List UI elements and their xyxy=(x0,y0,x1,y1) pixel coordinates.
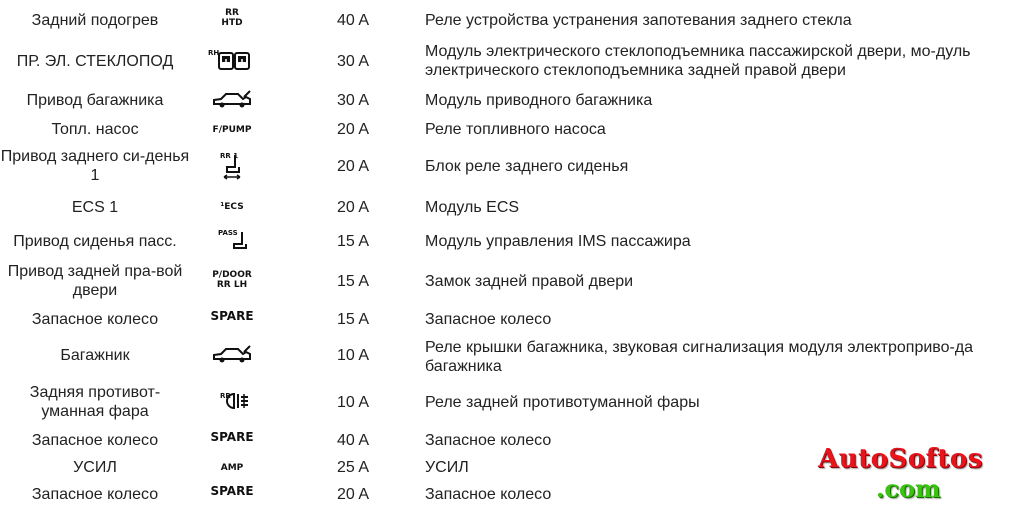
fuse-description: Блок реле заднего сиденья xyxy=(425,158,629,175)
spare-icon: SPARE xyxy=(210,309,254,323)
amp-icon: AMP xyxy=(220,463,244,473)
table-row xyxy=(0,10,1024,30)
spare-icon: SPARE xyxy=(210,484,254,498)
fuse-name: ПР. ЭЛ. СТЕКЛОПОД xyxy=(16,53,174,70)
rear-heated-glass-icon: RR HTD xyxy=(221,8,243,28)
ampere-value: 20 A xyxy=(336,199,370,216)
rh-power-window-icon: RH xyxy=(200,48,264,72)
table-row xyxy=(0,89,1024,111)
ampere-value: 20 A xyxy=(336,158,370,175)
table-row xyxy=(0,338,1024,376)
fuse-name: Запасное колесо xyxy=(31,311,159,328)
fuse-description: Модуль ECS xyxy=(425,199,520,216)
table-row xyxy=(0,262,1024,302)
table-row xyxy=(0,120,1024,140)
ampere-value: 40 A xyxy=(336,12,370,29)
fuse-description: УСИЛ xyxy=(425,459,469,476)
fuse-name: Задняя противот-уманная фара xyxy=(29,384,161,420)
ampere-value: 40 A xyxy=(336,432,370,449)
ampere-value: 10 A xyxy=(336,394,370,411)
ampere-value: 10 A xyxy=(336,347,370,364)
fuse-name: Багажник xyxy=(60,347,130,364)
watermark-domain: .com xyxy=(876,474,941,503)
fuse-description: Модуль электрического стеклоподъемника пассажирской двери, мо-дуль электрического стеклоподъемника задней правой двери xyxy=(425,43,971,79)
fuse-name: Запасное колесо xyxy=(31,486,159,503)
fuse-name: ECS 1 xyxy=(71,199,119,216)
car-trunk-icon xyxy=(200,344,264,364)
table-row xyxy=(0,383,1024,423)
ampere-value: 20 A xyxy=(336,486,370,503)
ampere-value: 20 A xyxy=(336,121,370,138)
ampere-value: 30 A xyxy=(336,92,370,109)
fuse-description: Запасное колесо xyxy=(425,311,552,328)
ampere-value: 30 A xyxy=(336,53,370,70)
table-row xyxy=(0,198,1024,218)
table-row xyxy=(0,147,1024,185)
fuse-name: Привод заднего си-денья 1 xyxy=(0,148,190,184)
fuse-name: Привод сиденья пасс. xyxy=(13,233,177,250)
fuse-name: Топл. насос xyxy=(51,121,139,138)
fuse-name: Запасное колесо xyxy=(31,432,159,449)
ampere-value: 15 A xyxy=(336,311,370,328)
table-row xyxy=(0,42,1024,80)
fuse-pump-icon: F/PUMP xyxy=(212,125,252,135)
fuse-name: УСИЛ xyxy=(73,459,117,476)
ampere-value: 15 A xyxy=(336,233,370,250)
ampere-value: 15 A xyxy=(336,273,370,290)
fuse-description: Реле крышки багажника, звуковая сигнализация модуля электроприво-да багажника xyxy=(425,339,974,375)
rear-door-icon: P/DOOR RR LH xyxy=(212,270,252,290)
table-row xyxy=(0,309,1024,329)
watermark-logo: AutoSoftos xyxy=(818,444,983,474)
fuse-description: Реле задней противотуманной фары xyxy=(425,394,700,411)
rear-seat-icon: RR 1 xyxy=(200,151,264,181)
fuse-description: Модуль приводного багажника xyxy=(425,92,653,109)
fuse-description: Замок задней правой двери xyxy=(425,273,634,290)
ecs-icon: ¹ECS xyxy=(220,202,244,212)
fuse-description: Реле топливного насоса xyxy=(425,121,606,138)
fuse-description: Модуль управления IMS пассажира xyxy=(425,233,691,250)
fuse-name: Привод задней пра-вой двери xyxy=(7,263,183,299)
fuse-description: Запасное колесо xyxy=(425,486,552,503)
fuse-name: Привод багажника xyxy=(26,92,164,109)
table-row xyxy=(0,228,1024,252)
fuse-description: Реле устройства устранения запотевания заднего стекла xyxy=(425,12,852,29)
ampere-value: 25 A xyxy=(336,459,370,476)
fuse-description: Запасное колесо xyxy=(425,432,552,449)
car-trunk-icon xyxy=(200,89,264,109)
passenger-seat-icon: PASS xyxy=(200,228,264,252)
spare-icon: SPARE xyxy=(210,430,254,444)
fuse-name: Задний подогрев xyxy=(31,12,159,29)
table-row xyxy=(0,485,1024,505)
rear-fog-lamp-icon: RR xyxy=(200,389,264,413)
